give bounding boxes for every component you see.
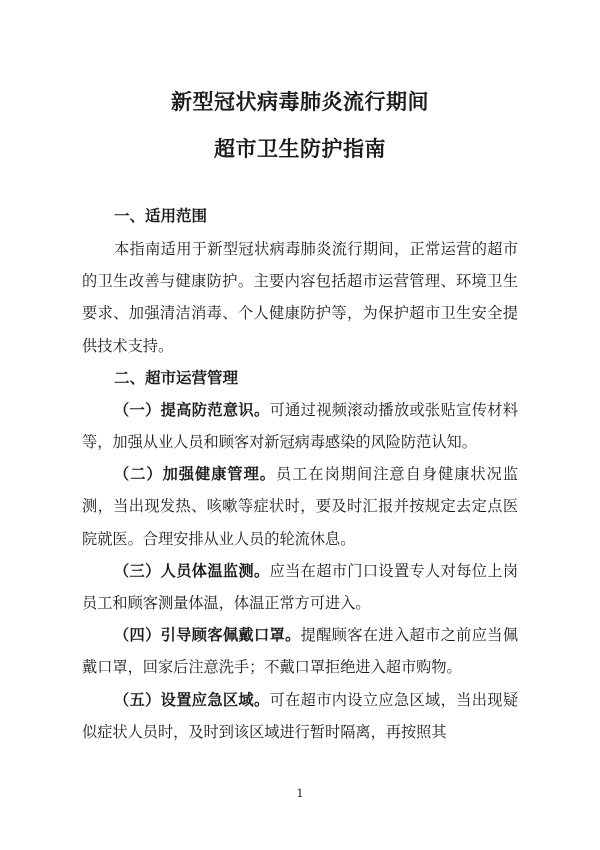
section-heading-scope: 一、适用范围 bbox=[114, 207, 208, 225]
operations-item-1-text: 可通过视频滚动播放或张贴宣传材料等，加强从业人员和顾客对新冠病毒感染的风险防范认知。 bbox=[82, 400, 519, 452]
operations-item-4 bbox=[82, 619, 518, 683]
operations-item-5 bbox=[82, 684, 518, 748]
operations-item-3-text: 应当在超市门口设置专人对每位上岗员工和顾客测量体温，体温正常方可进入。 bbox=[82, 561, 519, 613]
operations-item-2 bbox=[82, 458, 518, 555]
operations-item-1 bbox=[82, 394, 518, 458]
operations-item-2-text: 员工在岗期间注意自身健康状况监测，当出现发热、咳嗽等症状时，要及时汇报并按规定去定点医院就医。合理安排从业人员的轮流休息。 bbox=[82, 465, 519, 548]
operations-item-1-heading: （一）提高防范意识。 bbox=[114, 400, 270, 419]
page-number: 1 bbox=[296, 787, 304, 800]
document-title-line-1: 新型冠状病毒肺炎流行期间 bbox=[171, 90, 429, 114]
document-body bbox=[82, 200, 518, 748]
operations-item-5-heading: （五）设置应急区域。 bbox=[114, 690, 270, 709]
operations-item-3 bbox=[82, 555, 518, 619]
operations-item-4-heading: （四）引导顾客佩戴口罩。 bbox=[114, 626, 301, 645]
operations-item-3-heading: （三）人员体温监测。 bbox=[114, 561, 270, 580]
document-title-line-2: 超市卫生防护指南 bbox=[214, 137, 386, 161]
section-text-scope: 本指南适用于新型冠状病毒肺炎流行期间，正常运营的超市的卫生改善与健康防护。主要内容包括超市运营管理、环境卫生要求、加强清洁消毒、个人健康防护等，为保护超市卫生安全提供技术支持。 bbox=[82, 240, 518, 355]
operations-item-2-heading: （二）加强健康管理。 bbox=[114, 465, 277, 484]
operations-item-4-text: 提醒顾客在进入超市之前应当佩戴口罩，回家后注意洗手；不戴口罩拒绝进入超市购物。 bbox=[82, 626, 519, 677]
section-heading-operations: 二、超市运营管理 bbox=[114, 368, 239, 387]
operations-item-5-text: 可在超市内设立应急区域，当出现疑似症状人员时，及时到该区域进行暂时隔离，再按照其 bbox=[82, 690, 519, 741]
